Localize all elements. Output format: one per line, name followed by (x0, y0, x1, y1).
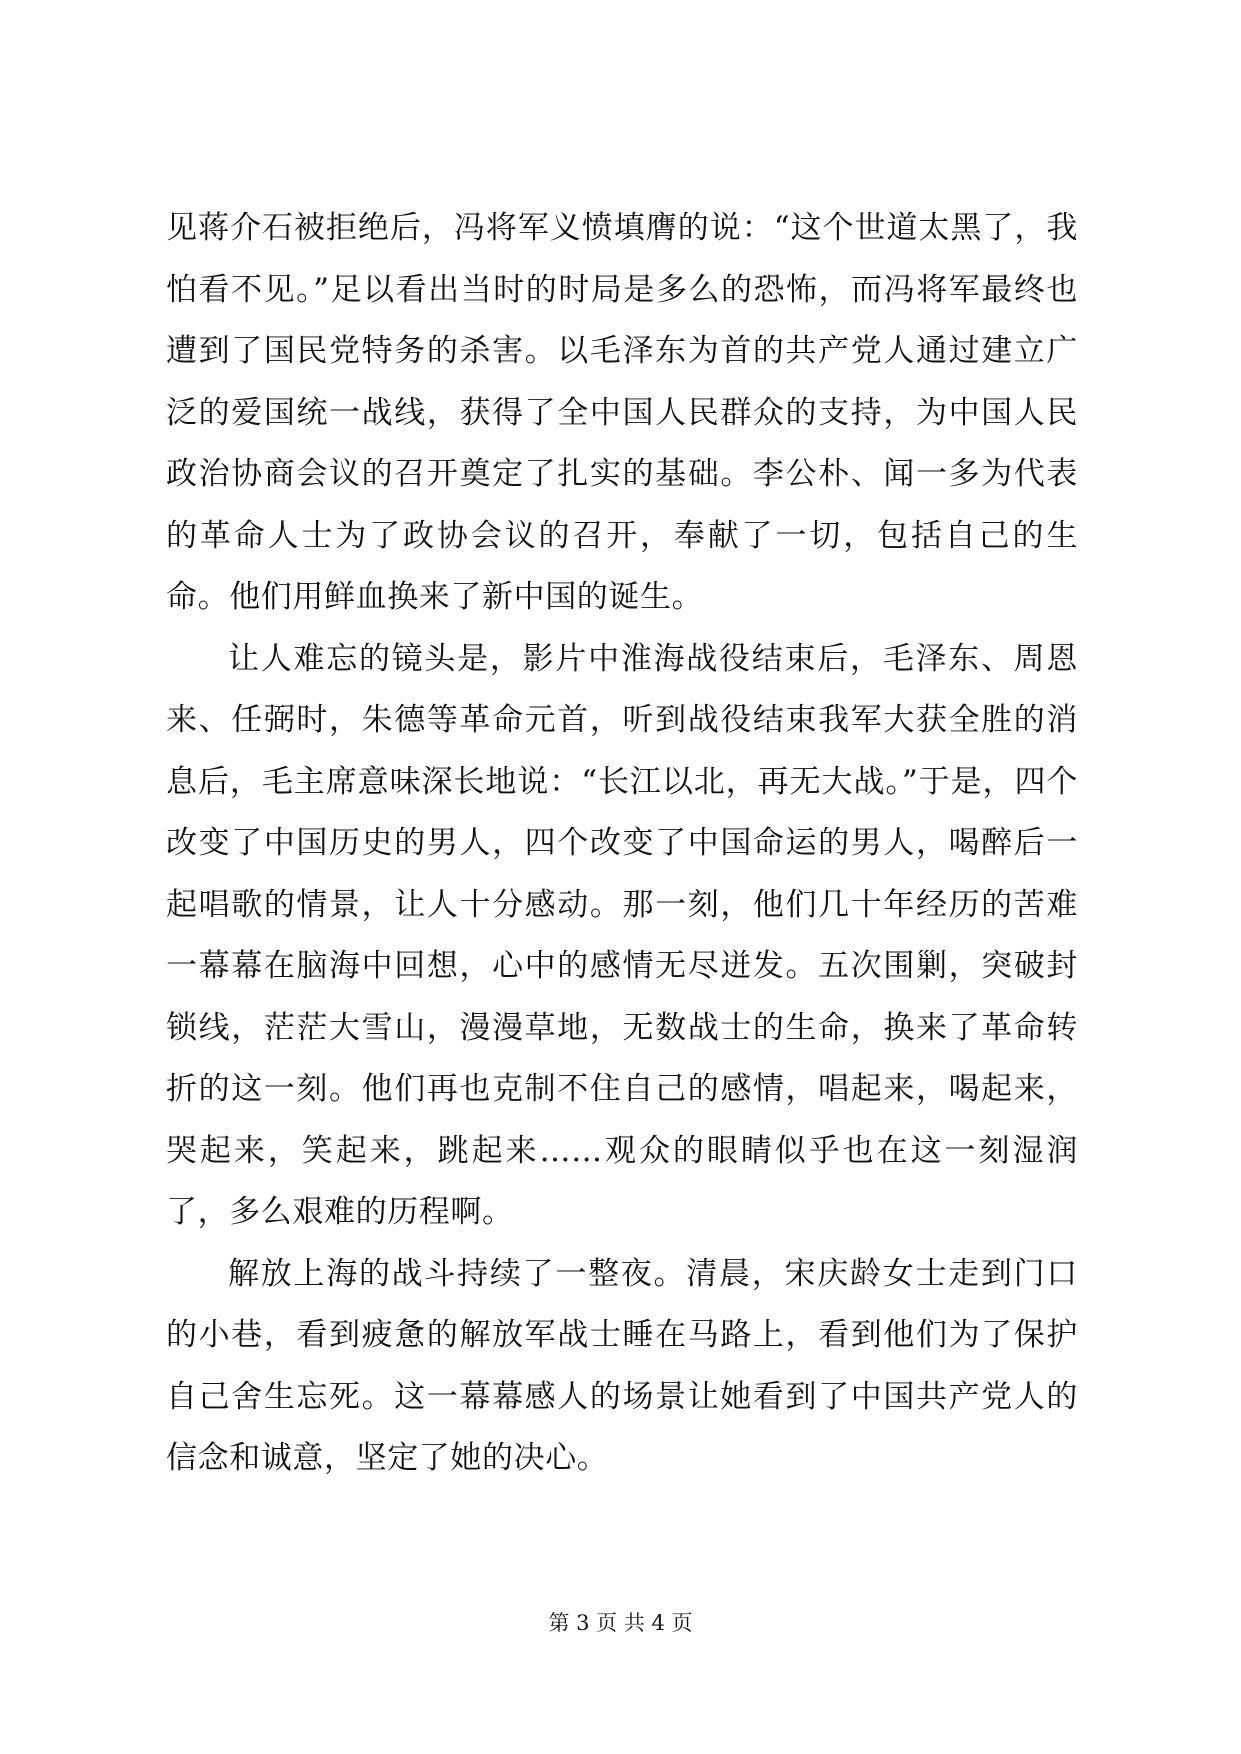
document-body (166, 198, 1078, 1490)
paragraph-3: 解放上海的战斗持续了一整夜。清晨，宋庆龄女士走到门口的小巷，看到疲惫的解放军战士睡在马路上，看到他们为了保护自己舍生忘死。这一幕幕感人的场景让她看到了中国共产党人的信念和诚意，坚定了她的决心。 (166, 1255, 1078, 1476)
paragraph-2: 让人难忘的镜头是，影片中淮海战役结束后，毛泽东、周恩来、任弼时，朱德等革命元首，听到战役结束我军大获全胜的消息后，毛主席意味深长地说：“长江以北，再无大战。”于是，四个改变了中国历史的男人，四个改变了中国命运的男人，喝醉后一起唱歌的情景，让人十分感动。那一刻，他们几十年经历的苦难一幕幕在脑海中回想，心中的感情无尽迸发。五次围剿，突破封锁线，茫茫大雪山，漫漫草地，无数战士的生命，换来了革命转折的这一刻。他们再也克制不住自己的感情，唱起来，喝起来，哭起来，笑起来，跳起来……观众的眼睛似乎也在这一刻湿润了，多么艰难的历程啊。 (166, 640, 1078, 1230)
page-number-footer: 第 3 页 共 4 页 (548, 1611, 693, 1635)
paragraph-1: 见蒋介石被拒绝后，冯将军义愤填膺的说：“这个世道太黑了，我怕看不见。”足以看出当时的时局是多么的恐怖，而冯将军最终也遭到了国民党特务的杀害。以毛泽东为首的共产党人通过建立广泛的爱国统一战线，获得了全中国人民群众的支持，为中国人民政治协商会议的召开奠定了扎实的基础。李公朴、闻一多为代表的革命人士为了政协会议的召开，奉献了一切，包括自己的生命。他们用鲜血换来了新中国的诞生。 (166, 210, 1078, 615)
